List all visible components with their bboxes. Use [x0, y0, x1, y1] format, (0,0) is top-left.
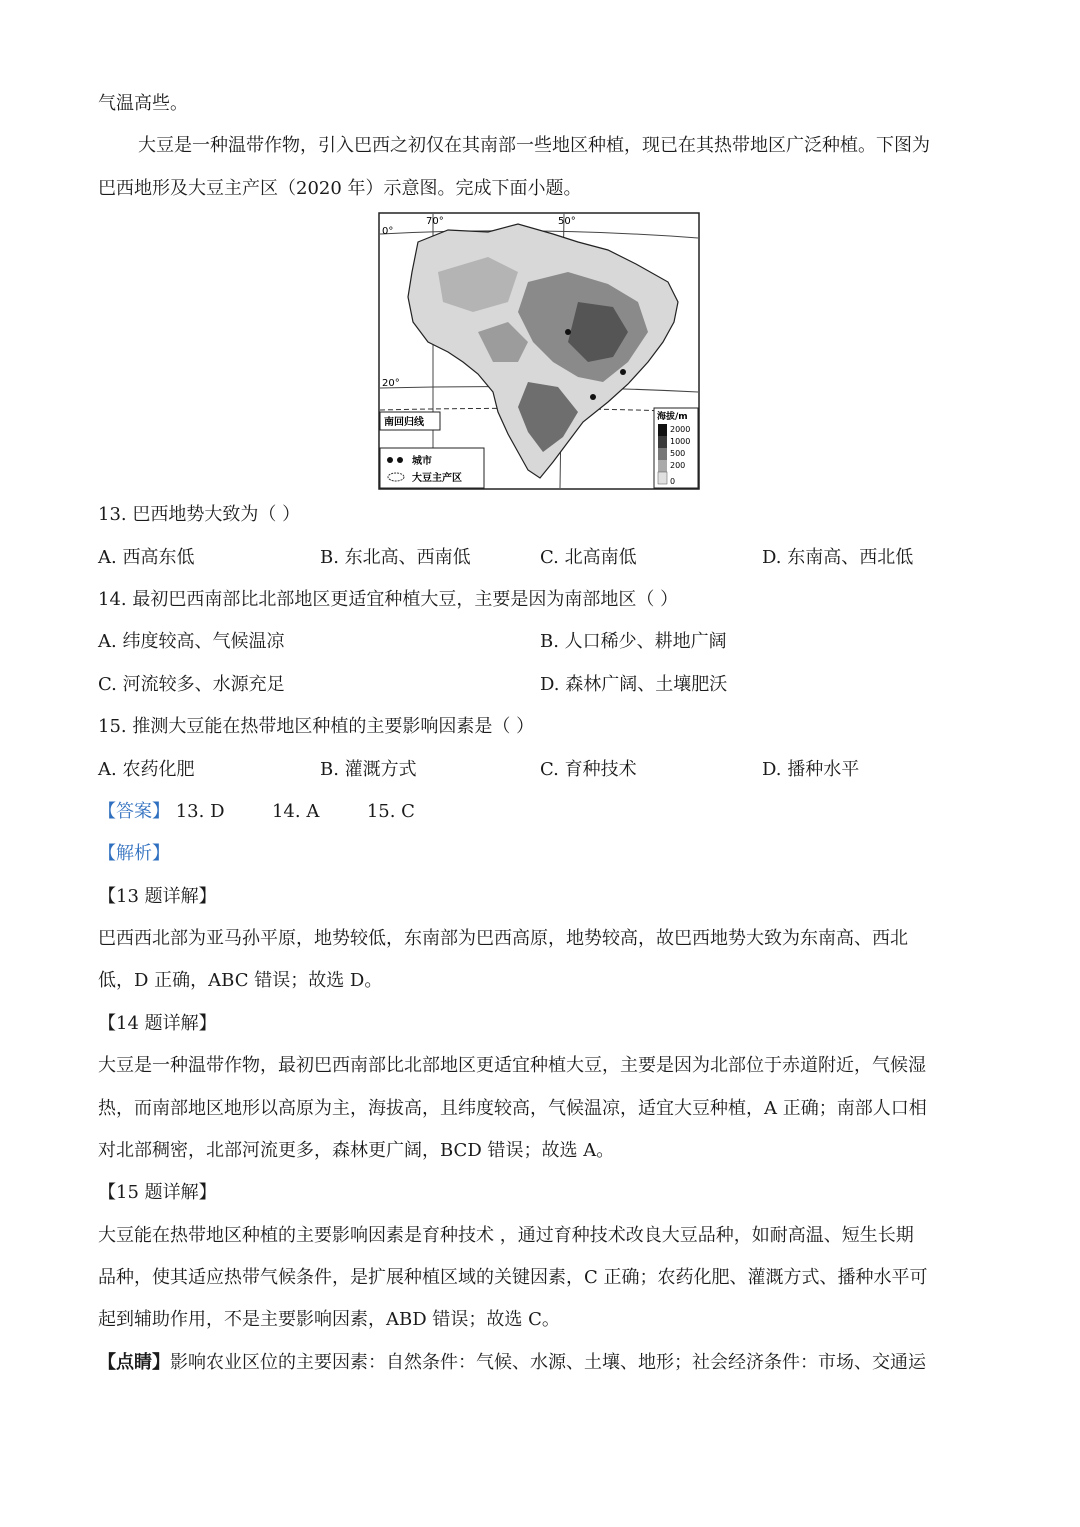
q13-option-c: C. 北高南低: [540, 547, 637, 568]
lon-label-70: 70°: [426, 216, 444, 227]
tip-line: [98, 1354, 926, 1372]
answer-14: 14. A: [271, 801, 320, 822]
elev-value-0: 0: [670, 477, 676, 486]
detail-15-line-1: 大豆能在热带地区种植的主要影响因素是育种技术 ，通过育种技术改良大豆品种，如耐高温、短生长期: [98, 1225, 914, 1246]
q14-option-c: C. 河流较多、水源充足: [98, 674, 285, 695]
analysis-label: 【解析】: [98, 843, 170, 864]
lat-label-0: 0°: [382, 226, 394, 237]
detail-14-line-2: 热，而南部地区地形以高原为主，海拔高，且纬度较高，气候温凉，适宜大豆种植，A 正确；南部人口相: [98, 1098, 927, 1119]
elev-swatch-1000: [658, 436, 667, 448]
q13-option-b: B. 东北高、西南低: [320, 547, 471, 568]
map-figure: [378, 212, 700, 490]
q15-option-c: C. 育种技术: [540, 759, 637, 780]
brazil-terrain-map: [378, 212, 700, 490]
answer-13: 13. D: [175, 801, 225, 822]
elev-swatch-500: [658, 448, 667, 460]
q15-option-a: A. 农药化肥: [98, 759, 195, 780]
detail-14-line-1: 大豆是一种温带作物，最初巴西南部比北部地区更适宜种植大豆，主要是因为北部位于赤道附近，气候湿: [98, 1055, 926, 1076]
answer-line: [98, 803, 415, 821]
detail-14-line-3: 对北部稠密，北部河流更多，森林更广阔，BCD 错误；故选 A。: [98, 1140, 615, 1161]
elev-value-1000: 1000: [670, 437, 691, 446]
elev-value-2000: 2000: [670, 425, 691, 434]
detail-15-line-2: 品种，使其适应热带气候条件，是扩展种植区域的关键因素，C 正确；农药化肥、灌溉方式、播种水平可: [98, 1267, 928, 1288]
city-marker-3: [565, 329, 571, 335]
q14-option-b: B. 人口稀少、耕地广阔: [540, 631, 727, 652]
answer-label: 【答案】: [98, 801, 170, 822]
q13-option-a: A. 西高东低: [98, 547, 195, 568]
detail-15-title: 【15 题详解】: [98, 1182, 217, 1203]
elev-swatch-0: [658, 472, 667, 484]
q13-stem: 13. 巴西地势大致为（ ）: [98, 504, 301, 525]
answer-15: 15. C: [366, 801, 415, 822]
elev-value-500: 500: [670, 449, 686, 458]
intro-tail: 气温高些。: [98, 93, 188, 114]
detail-13-line-2: 低，D 正确，ABC 错误；故选 D。: [98, 970, 383, 991]
legend-soy-label: 大豆主产区: [412, 473, 462, 484]
q14-option-d: D. 森林广阔、土壤肥沃: [540, 674, 728, 695]
city-marker-1: [620, 369, 626, 375]
elev-swatch-2000: [658, 424, 667, 436]
legend-city-icon-2: [397, 457, 403, 463]
tip-text: 影响农业区位的主要因素：自然条件：气候、水源、土壤、地形；社会经济条件：市场、交通运: [170, 1352, 926, 1373]
legend-city-icon: [387, 457, 393, 463]
passage-line-1: 大豆是一种温带作物，引入巴西之初仅在其南部一些地区种植，现已在其热带地区广泛种植。下图为: [138, 135, 930, 156]
q15-option-d: D. 播种水平: [762, 759, 860, 780]
elevation-legend-title: 海拔/m: [657, 412, 688, 422]
q15-stem: 15. 推测大豆能在热带地区种植的主要影响因素是（ ）: [98, 716, 535, 737]
city-marker-2: [590, 394, 596, 400]
tip-label: 【点睛】: [98, 1352, 170, 1373]
q15-option-b: B. 灌溉方式: [320, 759, 417, 780]
q13-option-d: D. 东南高、西北低: [762, 547, 914, 568]
lon-label-50: 50°: [558, 216, 576, 227]
detail-15-line-3: 起到辅助作用，不是主要影响因素，ABD 错误；故选 C。: [98, 1309, 560, 1330]
q14-option-a: A. 纬度较高、气候温凉: [98, 631, 285, 652]
elev-value-200: 200: [670, 461, 686, 470]
q14-stem: 14. 最初巴西南部比北部地区更适宜种植大豆，主要是因为南部地区（ ）: [98, 589, 679, 610]
detail-13-title: 【13 题详解】: [98, 886, 217, 907]
tropic-label: 南回归线: [384, 417, 424, 428]
passage-line-2: 巴西地形及大豆主产区（2020 年）示意图。完成下面小题。: [98, 178, 582, 199]
detail-14-title: 【14 题详解】: [98, 1013, 217, 1034]
legend-city-label: 城市: [412, 456, 432, 467]
detail-13-line-1: 巴西西北部为亚马孙平原，地势较低，东南部为巴西高原，地势较高，故巴西地势大致为东南高、西北: [98, 928, 908, 949]
lat-label-20: 20°: [382, 378, 400, 389]
elev-swatch-200: [658, 460, 667, 472]
